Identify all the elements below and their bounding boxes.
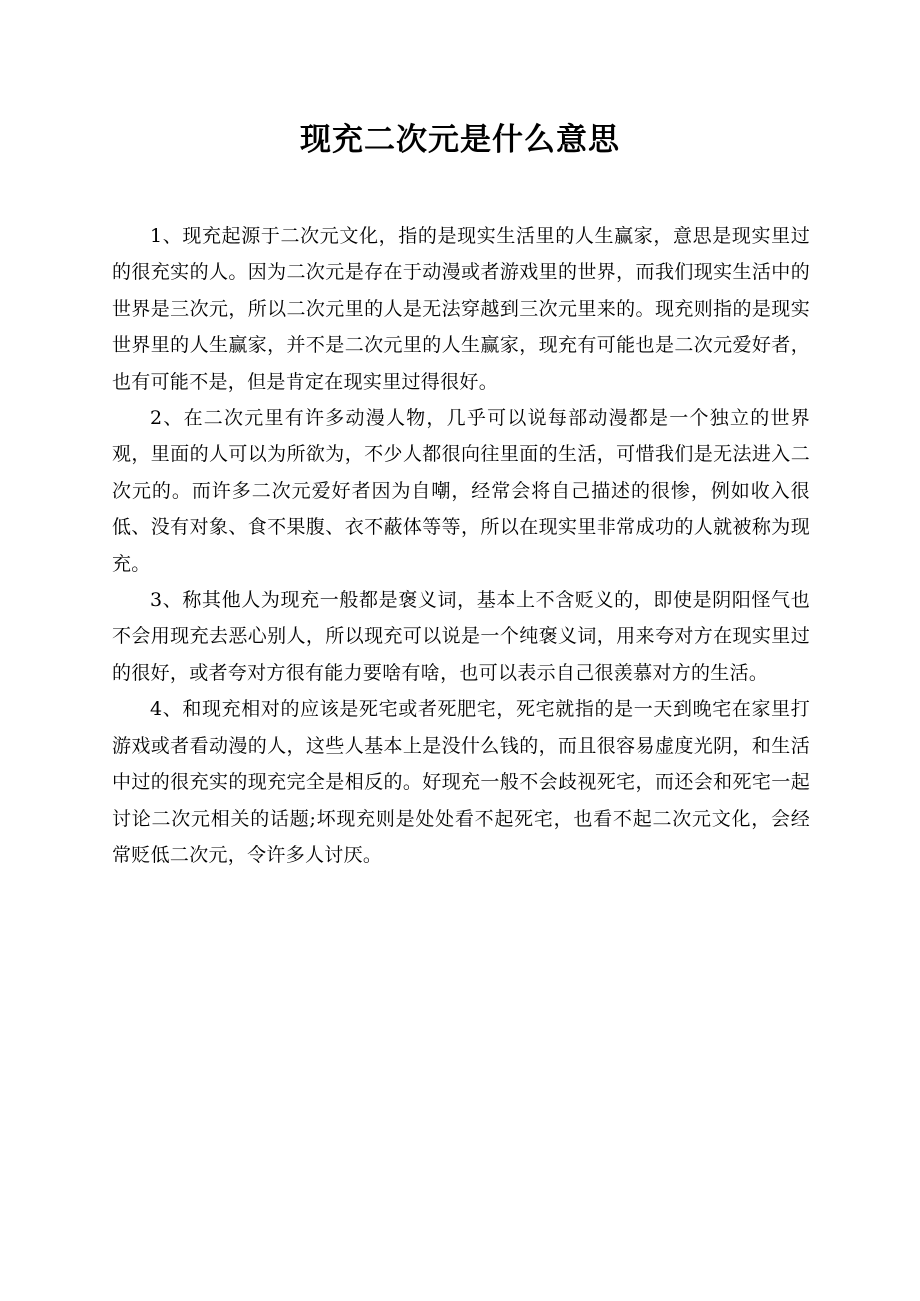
paragraph-1: 1、现充起源于二次元文化，指的是现实生活里的人生赢家，意思是现实里过的很充实的人。因为二次元是存在于动漫或者游戏里的世界，而我们现实生活中的世界是三次元，所以二次元里的人是无法穿越到三次元里来的。现充则指的是现实世界里的人生赢家，并不是二次元里的人生赢家，现充有可能也是二次元爱好者，也有可能不是，但是肯定在现实里过得很好。 xyxy=(112,225,810,393)
document-body xyxy=(112,218,810,873)
paragraph-2: 2、在二次元里有许多动漫人物，几乎可以说每部动漫都是一个独立的世界观，里面的人可以为所欲为，不少人都很向往里面的生活，可惜我们是无法进入二次元的。而许多二次元爱好者因为自嘲，经常会将自己描述的很惨，例如收入很低、没有对象、食不果腹、衣不蔽体等等，所以在现实里非常成功的人就被称为现充。 xyxy=(112,407,810,575)
paragraph-4: 4、和现充相对的应该是死宅或者死肥宅，死宅就指的是一天到晚宅在家里打游戏或者看动漫的人，这些人基本上是没什么钱的，而且很容易虚度光阴，和生活中过的很充实的现充完全是相反的。好现充一般不会歧视死宅，而还会和死宅一起讨论二次元相关的话题;坏现充则是处处看不起死宅，也看不起二次元文化，会经常贬低二次元，令许多人讨厌。 xyxy=(112,698,810,866)
paragraph-3: 3、称其他人为现充一般都是褒义词，基本上不含贬义的，即使是阴阳怪气也不会用现充去恶心别人，所以现充可以说是一个纯褒义词，用来夸对方在现实里过的很好，或者夸对方很有能力要啥有啥，也可以表示自己很羡慕对方的生活。 xyxy=(112,589,810,684)
document-title: 现充二次元是什么意思 xyxy=(300,122,620,158)
